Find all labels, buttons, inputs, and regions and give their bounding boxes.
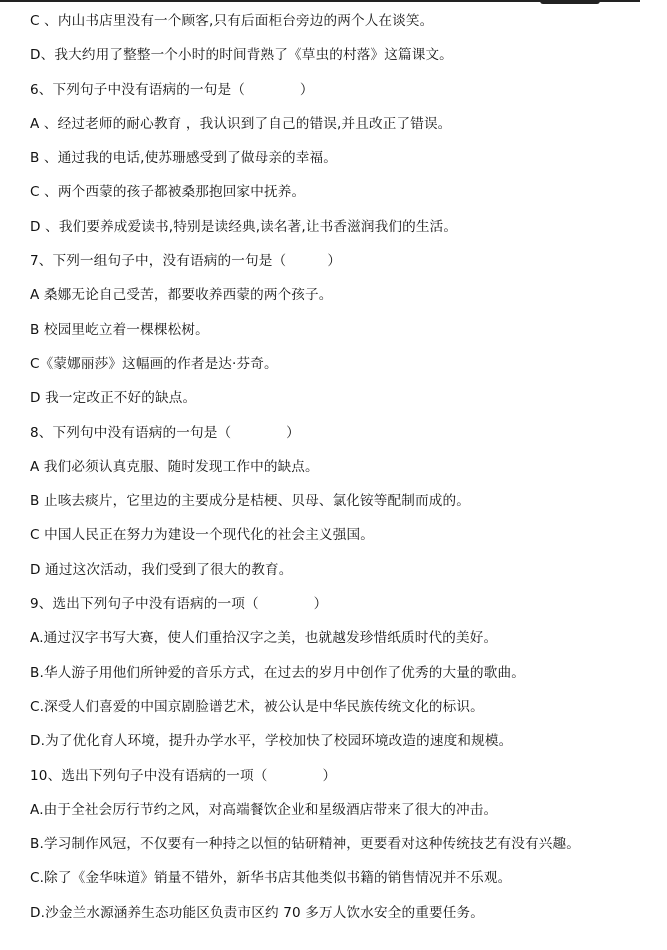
option-5c: C 、内山书店里没有一个顾客,只有后面柜台旁边的两个人在谈笑。: [30, 13, 434, 29]
question-10: 10、选出下列句子中没有语病的一项（ ）: [30, 767, 337, 784]
question-6: 6、下列句子中没有语病的一句是（ ）: [30, 81, 314, 98]
option-10b: B.学习制作风冠，不仅要有一种持之以恒的钻研精神，更要看对这种传统技艺有没有兴趣。: [30, 836, 580, 853]
option-8a: A 我们必须认真克服、随时发现工作中的缺点。: [30, 458, 319, 475]
option-7a: A 桑娜无论自己受苦，都要收养西蒙的两个孩子。: [30, 287, 333, 304]
option-6d: D 、我们要养成爱读书,特别是读经典,读名著,让书香滋润我们的生活。: [30, 218, 458, 235]
option-10a: A.由于全社会厉行节约之风，对高端餐饮企业和星级酒店带来了很大的冲击。: [30, 801, 498, 818]
option-6a: A 、经过老师的耐心教育 ，我认识到了自己的错误,并且改正了错误。: [30, 115, 452, 132]
option-7b: B 校园里屹立着一棵棵松树。: [30, 321, 209, 338]
option-8c: C 中国人民正在努力为建设一个现代化的社会主义强国。: [30, 527, 374, 544]
option-5d: D、我大约用了整整一个小时的时间背熟了《草虫的村落》这篇课文。: [30, 47, 453, 64]
question-8: 8、下列句中没有语病的一句是（ ）: [30, 424, 300, 441]
question-9: 9、选出下列句子中没有语病的一项（ ）: [30, 596, 328, 613]
option-8d: D 通过这次活动，我们受到了很大的教育。: [30, 561, 293, 578]
top-rule-mark: [540, 0, 600, 4]
option-7d: D 我一定改正不好的缺点。: [30, 390, 197, 407]
option-6b: B 、通过我的电话,使苏珊感受到了做母亲的幸福。: [30, 150, 338, 167]
question-7: 7、下列一组句子中，没有语病的一句是（ ）: [30, 253, 342, 270]
option-10c: C.除了《金华味道》销量不错外，新华书店其他类似书籍的销售情况并不乐观。: [30, 870, 512, 887]
option-10d: D.沙金兰水源涵养生态功能区负责市区约 70 多万人饮水安全的重要任务。: [30, 904, 484, 921]
option-8b: B 止咳去痰片，它里边的主要成分是桔梗、贝母、氯化铵等配制而成的。: [30, 493, 471, 510]
question-list: [30, 9, 660, 935]
option-6c: C 、两个西蒙的孩子都被桑那抱回家中抚养。: [30, 184, 306, 201]
option-9b: B.华人游子用他们所钟爱的音乐方式，在过去的岁月中创作了优秀的大量的歌曲。: [30, 664, 525, 681]
option-9d: D.为了优化育人环境，提升办学水平，学校加快了校园环境改造的速度和规模。: [30, 733, 513, 750]
option-9a: A.通过汉字书写大赛，使人们重拾汉字之美，也就越发珍惜纸质时代的美好。: [30, 630, 498, 647]
option-9c: C.深受人们喜爱的中国京剧脸谱艺术，被公认是中华民族传统文化的标识。: [30, 698, 484, 715]
option-7c: C《蒙娜丽莎》这幅画的作者是达·芬奇。: [30, 355, 278, 372]
